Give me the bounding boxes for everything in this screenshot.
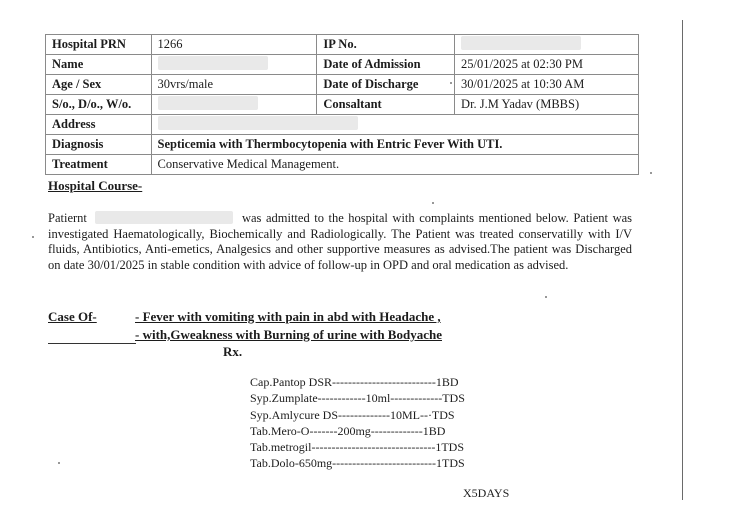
medication-item: Syp.Amlycure DS-------------10ML--·TDS [250, 407, 455, 422]
redacted-relation [158, 96, 258, 110]
admission-label: Date of Admission [317, 55, 455, 75]
address-label: Address [46, 115, 152, 135]
diagnosis-value: Septicemia with Thermbocytopenia with Entric Fever With UTI. [151, 135, 638, 155]
hospital-course-paragraph [48, 211, 632, 273]
relation-value [151, 95, 317, 115]
medication-item: Cap.Pantop DSR--------------------------1BD [250, 375, 459, 389]
prn-label: Hospital PRN [46, 35, 152, 55]
address-value [151, 115, 638, 135]
scan-speck [650, 172, 652, 174]
prn-value: 1266 [151, 35, 317, 55]
hospital-course-heading: Hospital Course- [48, 178, 143, 193]
ip-label: IP No. [317, 35, 455, 55]
redacted-address [158, 116, 358, 130]
scan-speck [58, 462, 60, 464]
case-underline-rule [48, 343, 136, 344]
table-row [46, 95, 639, 115]
scan-speck [545, 296, 547, 298]
relation-label: S/o., D/o., W/o. [46, 95, 152, 115]
case-line-2: - with,Gweakness with Burning of urine with Bodyache [135, 327, 442, 342]
rx-heading: Rx. [223, 344, 243, 359]
consultant-label: Consaltant [317, 95, 455, 115]
medication-item: Tab.Mero-O-------200mg-------------1BD [250, 423, 446, 438]
scan-speck [32, 236, 34, 238]
case-line-1: - Fever with vomiting with pain in abd with Headache , [135, 309, 441, 324]
table-row [46, 75, 639, 95]
name-value [151, 55, 317, 75]
redacted-ip [461, 36, 581, 50]
case-of-label: Case Of- [48, 309, 97, 324]
medication-list [250, 374, 465, 472]
table-row [46, 35, 639, 55]
discharge-label: Date of Discharge [317, 75, 455, 95]
discharge-value: 30/01/2025 at 10:30 AM [455, 75, 639, 95]
table-row [46, 55, 639, 75]
diagnosis-label: Diagnosis [46, 135, 152, 155]
patient-info-table [45, 34, 639, 175]
treatment-label: Treatment [46, 155, 152, 175]
course-text-line1: was admitted to the hospital with complaints mentioned below. [241, 211, 569, 225]
page-edge-rule [682, 20, 683, 500]
course-text-rest: Patient was investigated Haematologically, Biochemically and Radiologically. The Patient was treated conservatilly with I/V fluids, Antibiotics, Anti-emetics, Analgesics and other supportive measures as advised.The patient was Discharged on date 30/01/2025 in stable condition with advice of follow-up in OPD and oral medication as advised. [48, 211, 633, 272]
patient-word: Patiernt [48, 211, 87, 225]
age-sex-label: Age / Sex [46, 75, 152, 95]
medication-item: Syp.Zumplate------------10ml-------------TDS [250, 391, 465, 406]
medication-item: Tab.metrogil-------------------------------1TDS [250, 440, 465, 455]
scan-speck [432, 202, 434, 204]
table-row [46, 115, 639, 135]
redacted-patient-name [95, 211, 233, 224]
duration-text: X5DAYS [463, 486, 510, 500]
name-label: Name [46, 55, 152, 75]
admission-value: 25/01/2025 at 02:30 PM [455, 55, 639, 75]
medication-item: Tab.Dolo-650mg--------------------------1TDS [250, 456, 465, 471]
age-sex-value: 30vrs/male [151, 75, 317, 95]
table-row [46, 135, 639, 155]
table-row [46, 155, 639, 175]
ip-value [455, 35, 639, 55]
treatment-value: Conservative Medical Management. [151, 155, 638, 175]
consultant-value: Dr. J.M Yadav (MBBS) [455, 95, 639, 115]
scan-speck [450, 82, 452, 84]
redacted-name [158, 56, 268, 70]
